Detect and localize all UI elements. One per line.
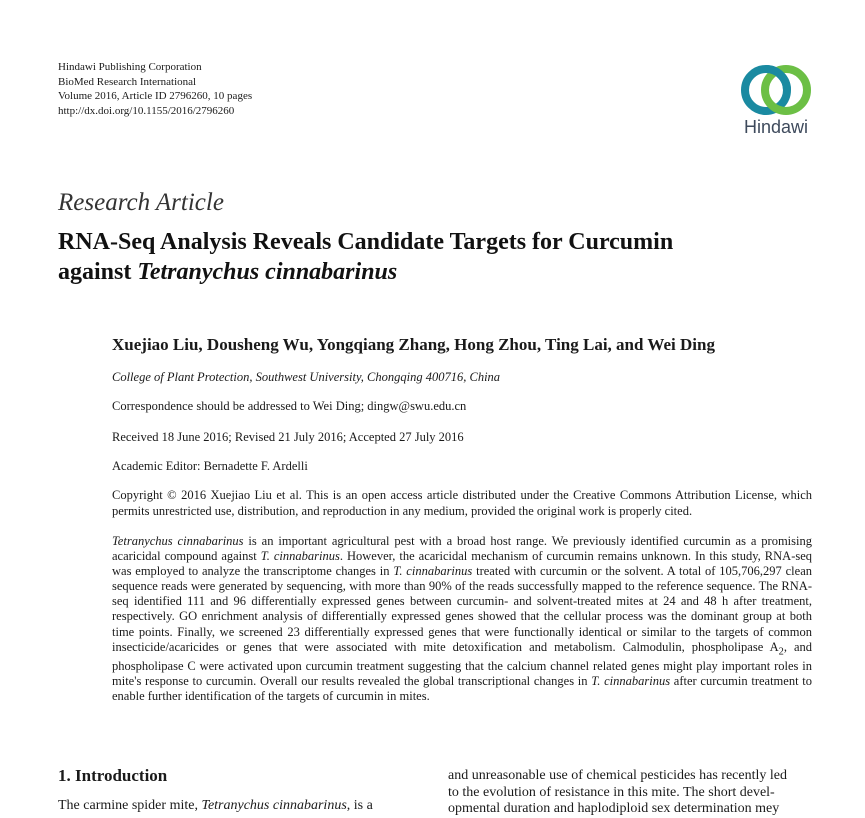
title-line-2: against: [58, 259, 138, 285]
section-heading-introduction: 1. Introduction: [58, 766, 168, 785]
abstract-text-5: after curcumin treatment to enable further identification of the targets of curcumin in mites.: [112, 674, 812, 704]
abstract-species-4: T. cinnabarinus: [591, 674, 671, 689]
abstract-species-2: T. cinnabarinus: [260, 549, 340, 564]
hindawi-logo: [734, 60, 818, 144]
intro-right-line-3: opmental duration and haplodiploid sex determination mey: [448, 801, 780, 816]
hindawi-wordmark: Hindawi: [743, 117, 809, 137]
abstract-species-1: Tetranychus cinnabarinus: [112, 534, 244, 548]
volume-info: Volume 2016, Article ID 2796260, 10 pages: [58, 90, 253, 102]
intro-left-text-1: The carmine spider mite,: [58, 798, 202, 813]
title-species: Tetranychus cinnabarinus: [137, 259, 398, 285]
abstract-subscript: 2: [778, 646, 784, 658]
journal-name: BioMed Research International: [58, 75, 197, 88]
intro-column-right: [448, 768, 814, 818]
abstract-text-1: is an important agricultural pest with a broad host range. We previously identified curcumin as a promising acaricidal compound against: [112, 534, 812, 564]
publisher-name: Hindawi Publishing Corporation: [58, 61, 202, 73]
article-type: Research Article: [58, 189, 224, 216]
hindawi-rings-icon: [736, 60, 816, 120]
academic-editor: Academic Editor: Bernadette F. Ardelli: [112, 459, 308, 473]
intro-left-species: Tetranychus cinnabarinus: [201, 798, 347, 813]
abstract-text-2: . However, the acaricidal mechanism of curcumin remains unknown. In this study, RNA-seq was employed to analyze the transcriptome changes in: [112, 549, 813, 579]
author-list: Xuejiao Liu, Dousheng Wu, Yongqiang Zhang, Hong Zhou, Ting Lai, and Wei Ding: [112, 335, 715, 354]
abstract-text-3: treated with curcumin or the solvent. A total of 105,706,297 clean sequence reads were generated by sequencing, with more than 90% of the reads successfully mapped to the reference sequence. The RNA-seq identified 111 and 96 differentially expressed genes between curcumin- and solvent-treated mites at 24 and 48 h after treatment, respectively. GO enrichment analysis of differentially expressed genes showed that the cellular process was the dominant group at both time points. Finally, we screened 23 differentially expressed genes that were functionally identical or similar to the targets of common insecticide/acaricides or genes that were associated with mite detoxification and metabolism. Calmodulin, phospholipase A: [112, 564, 812, 654]
correspondence: Correspondence should be addressed to Wei Ding; dingw@swu.edu.cn: [112, 399, 467, 413]
intro-right-line-2: to the evolution of resistance in this mite. The short devel-: [448, 784, 775, 800]
doi-link[interactable]: http://dx.doi.org/10.1155/2016/2796260: [58, 104, 235, 117]
article-title: [58, 227, 818, 287]
abstract-species-3: T. cinnabarinus: [393, 564, 473, 579]
title-line-1: RNA-Seq Analysis Reveals Candidate Targets for Curcumin: [58, 229, 674, 255]
abstract-text-4: , and phospholipase C were activated upon curcumin treatment suggesting that the calcium channel related genes might play important roles in mite's response to curcumin. Overall our results revealed the global transcriptional changes in: [112, 639, 812, 689]
intro-right-line-1: and unreasonable use of chemical pesticides has recently led: [448, 768, 787, 783]
intro-left-text-2: , is a: [346, 798, 373, 813]
article-dates: Received 18 June 2016; Revised 21 July 2016; Accepted 27 July 2016: [112, 430, 464, 444]
copyright-notice: Copyright © 2016 Xuejiao Liu et al. This is an open access article distributed under the Creative Commons Attribution License, which permits unrestricted use, distribution, and reproduction in any medium, provided the original work is properly cited.: [112, 488, 812, 518]
affiliation: College of Plant Protection, Southwest University, Chongqing 400716, China: [112, 370, 501, 384]
publication-info: [58, 60, 252, 118]
abstract: [112, 534, 812, 705]
